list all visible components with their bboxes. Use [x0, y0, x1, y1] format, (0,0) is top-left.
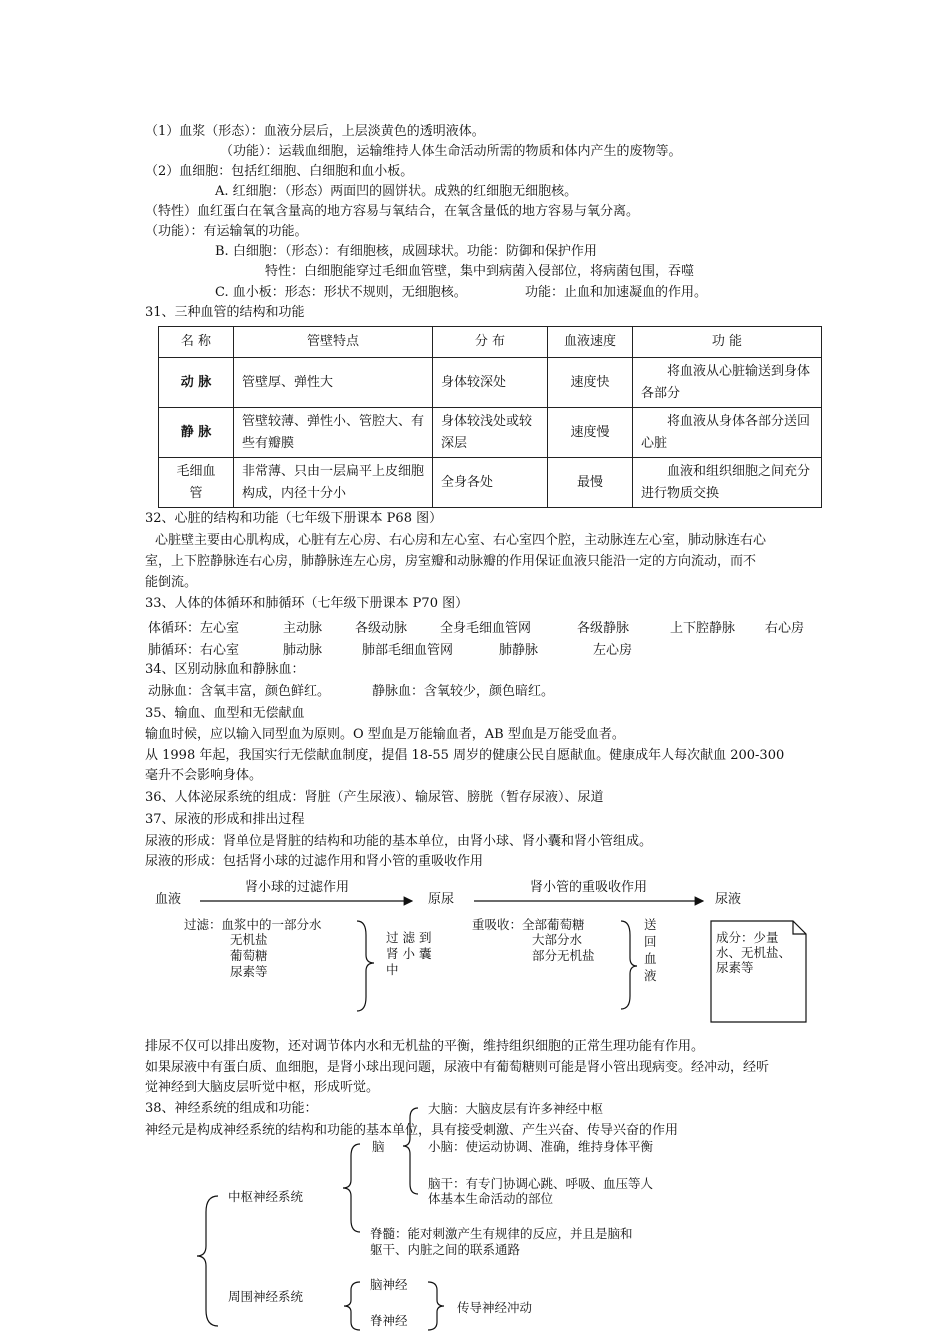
- pns-brace: [344, 1282, 360, 1330]
- table-cell: 管壁较薄、弹性小、管腔大、有些有瓣膜: [234, 408, 433, 458]
- cerebrum-text: 大脑：大脑皮层有许多神经中枢: [428, 1101, 604, 1116]
- systemic-step: 体循环：左心室: [148, 621, 240, 636]
- wbc-form-text: B. 白细胞：（形态）：有细胞核，成圆球状。功能：防御和保护作用: [215, 244, 597, 259]
- pulmonary-step: 左心房: [593, 643, 633, 658]
- filter-brace: [357, 921, 374, 1011]
- table-header: 功 能: [633, 327, 822, 358]
- reabsorb-item: 大部分水: [532, 932, 583, 947]
- cns-brace: [343, 1144, 360, 1232]
- nervous-system-brace: [197, 1196, 218, 1326]
- pulmonary-step: 肺循环：右心室: [148, 643, 240, 658]
- pulmonary-step: 肺静脉: [499, 643, 539, 658]
- wbc-trait-text: 特性：白细胞能穿过毛细血管壁，集中到病菌入侵部位，将病菌包围，吞噬: [265, 264, 695, 279]
- section-37-line1: 尿液的形成：肾单位是肾脏的结构和功能的基本单位，由肾小球、肾小囊和肾小管组成。: [145, 834, 653, 849]
- flow-blood-label: 血液: [155, 892, 182, 907]
- venous-blood-text: 静脉血：含氧较少，颜色暗红。: [372, 684, 555, 699]
- arterial-blood-text: 动脉血：含氧丰富，颜色鲜红。: [148, 684, 331, 699]
- table-header: 管壁特点: [234, 327, 433, 358]
- table-cell: 动 脉: [159, 358, 234, 408]
- table-cell: 管壁厚、弹性大: [234, 358, 433, 408]
- table-cell: 速度快: [548, 358, 633, 408]
- flow-primary-urine-label: 原尿: [428, 892, 455, 907]
- pulmonary-step: 肺部毛细血管网: [362, 643, 454, 658]
- brain-brace: [403, 1108, 418, 1194]
- section-32-line3: 能倒流。: [145, 575, 198, 590]
- section-38-title: 38、神经系统的组成和功能：: [145, 1101, 318, 1116]
- table-cell: 将血液从身体各部分送回心脏: [633, 408, 822, 458]
- urine-composition: 尿素等: [716, 960, 754, 975]
- section-37-title: 37、尿液的形成和排出过程: [145, 812, 305, 827]
- section-37-para1: 排尿不仅可以排出废物，还对调节体内水和无机盐的平衡，维持组织细胞的正常生理功能有作用。: [145, 1039, 705, 1054]
- platelet-form-text: C. 血小板：形态：形状不规则，无细胞核。: [215, 285, 467, 300]
- table-cell: 非常薄、只由一层扁平上皮细胞构成，内径十分小: [234, 458, 433, 508]
- table-cell: 血液和组织细胞之间充分进行物质交换: [633, 458, 822, 508]
- table-header: 名 称: [159, 327, 234, 358]
- reabsorb-dest: 回: [644, 934, 657, 949]
- reabsorb-brace: [621, 921, 637, 1009]
- table-cell: 将血液从心脏输送到身体各部分: [633, 358, 822, 408]
- flow-urine-label: 尿液: [715, 892, 742, 907]
- systemic-step: 全身毛细血管网: [440, 621, 532, 636]
- systemic-step: 右心房: [765, 621, 805, 636]
- reabsorb-dest: 血: [644, 951, 657, 966]
- table-cell: 毛细血管: [159, 458, 234, 508]
- table-cell: 全身各处: [433, 458, 548, 508]
- cerebellum-text: 小脑：使运动协调、准确，维持身体平衡: [428, 1139, 654, 1154]
- section-33-title: 33、人体的体循环和肺循环（七年级下册课本 P70 图）: [145, 596, 469, 611]
- plasma-form-text: （1）血浆（形态）：血液分层后，上层淡黄色的透明液体。: [145, 124, 485, 139]
- filter-label: 过滤：血浆中的一部分水: [184, 917, 322, 932]
- table-header: 分 布: [433, 327, 548, 358]
- reabsorb-dest: 液: [644, 968, 657, 983]
- reabsorb-dest: 送: [644, 917, 657, 932]
- spinal-cord-text: 脊髓：能对刺激产生有规律的反应，并且是脑和: [370, 1226, 633, 1241]
- reabsorb-label: 重吸收：全部葡萄糖: [472, 917, 585, 932]
- brainstem-text: 脑干：有专门协调心跳、呼吸、血压等人: [428, 1176, 654, 1191]
- filter-dest: 肾 小 囊: [386, 946, 432, 961]
- spinal-nerve-label: 脊神经: [370, 1313, 408, 1328]
- systemic-step: 各级静脉: [577, 621, 630, 636]
- flow-filtration-label: 肾小球的过滤作用: [245, 880, 350, 895]
- section-32-line2: 室，上下腔静脉连右心房，肺静脉连左心房，房室瓣和动脉瓣的作用保证血液只能沿一定的方向流动，而不: [145, 554, 757, 569]
- rbc-trait-text: （特性）血红蛋白在氧含量高的地方容易与氧结合，在氧含量低的地方容易与氧分离。: [145, 204, 640, 219]
- table-cell: 身体较浅处或较深层: [433, 408, 548, 458]
- table-cell: 静 脉: [159, 408, 234, 458]
- section-37-para3: 觉神经到大脑皮层听觉中枢，形成听觉。: [145, 1080, 380, 1095]
- section-32-title: 32、心脏的结构和功能（七年级下册课本 P68 图）: [145, 511, 443, 526]
- filter-item: 葡萄糖: [230, 948, 268, 963]
- pulmonary-step: 肺动脉: [283, 643, 323, 658]
- section-37-line2: 尿液的形成：包括肾小球的过滤作用和肾小管的重吸收作用: [145, 854, 484, 869]
- neuron-text: 神经元是构成神经系统的结构和功能的基本单位，具有接受刺激、产生兴奋、传导兴奋的作用: [145, 1123, 679, 1138]
- reabsorb-item: 部分无机盐: [532, 948, 595, 963]
- cns-label: 中枢神经系统: [228, 1189, 304, 1204]
- section-32-line1: 心脏壁主要由心肌构成，心脏有左心房、右心房和左心室、右心室四个腔，主动脉连左心室，肺动脉连右心: [155, 533, 767, 548]
- plasma-func-text: （功能）：运载血细胞，运输维持人体生命活动所需的物质和体内产生的废物等。: [220, 144, 682, 159]
- filter-dest: 中: [386, 962, 399, 977]
- filter-dest: 过 滤 到: [386, 930, 432, 945]
- systemic-step: 各级动脉: [355, 621, 408, 636]
- section-35-line2: 从 1998 年起，我国实行无偿献血制度，提倡 18-55 周岁的健康公民自愿献血。健康成年人每次献血 200-300: [145, 748, 785, 763]
- section-35-line1: 输血时候，应以输入同型血为原则。O 型血是万能输血者，AB 型血是万能受血者。: [145, 727, 625, 742]
- table-cell: 身体较深处: [433, 358, 548, 408]
- filter-item: 无机盐: [230, 932, 268, 947]
- section-35-line3: 毫升不会影响身体。: [145, 768, 263, 783]
- pns-label: 周围神经系统: [228, 1289, 304, 1304]
- section-36-title: 36、人体泌尿系统的组成：肾脏（产生尿液）、输尿管、膀胱（暂存尿液）、尿道: [145, 790, 604, 805]
- flow-reabsorption-label: 肾小管的重吸收作用: [530, 880, 648, 895]
- conduct-impulse-text: 传导神经冲动: [457, 1300, 533, 1315]
- cranial-nerve-label: 脑神经: [370, 1277, 408, 1292]
- filter-item: 尿素等: [230, 964, 268, 979]
- spinal-cord-text: 躯干、内脏之间的联系通路: [370, 1242, 521, 1257]
- rbc-func-text: （功能）：有运输氧的功能。: [145, 224, 308, 239]
- systemic-step: 上下腔静脉: [670, 621, 736, 636]
- table-header: 血液速度: [548, 327, 633, 358]
- rbc-form-text: A. 红细胞：（形态）两面凹的圆饼状。成熟的红细胞无细胞核。: [215, 184, 578, 199]
- urine-composition: 成分：少量: [716, 930, 779, 945]
- table-cell: 最慢: [548, 458, 633, 508]
- systemic-step: 主动脉: [283, 621, 323, 636]
- brain-label: 脑: [372, 1139, 385, 1154]
- section-37-para2: 如果尿液中有蛋白质、血细胞，是肾小球出现问题，尿液中有葡萄糖则可能是肾小管出现病变。经冲动，经听: [145, 1060, 770, 1075]
- brainstem-text: 体基本生命活动的部位: [428, 1191, 554, 1206]
- section-34-title: 34、区别动脉血和静脉血：: [145, 662, 305, 677]
- nerves-brace: [428, 1282, 444, 1330]
- blood-cells-text: （2）血细胞：包括红细胞、白细胞和血小板。: [145, 164, 414, 179]
- section-35-title: 35、输血、血型和无偿献血: [145, 706, 305, 721]
- platelet-func-text: 功能：止血和加速凝血的作用。: [525, 285, 708, 300]
- table-cell: 速度慢: [548, 408, 633, 458]
- section-31-title: 31、三种血管的结构和功能: [145, 305, 305, 320]
- urine-composition: 水、无机盐、: [716, 945, 792, 960]
